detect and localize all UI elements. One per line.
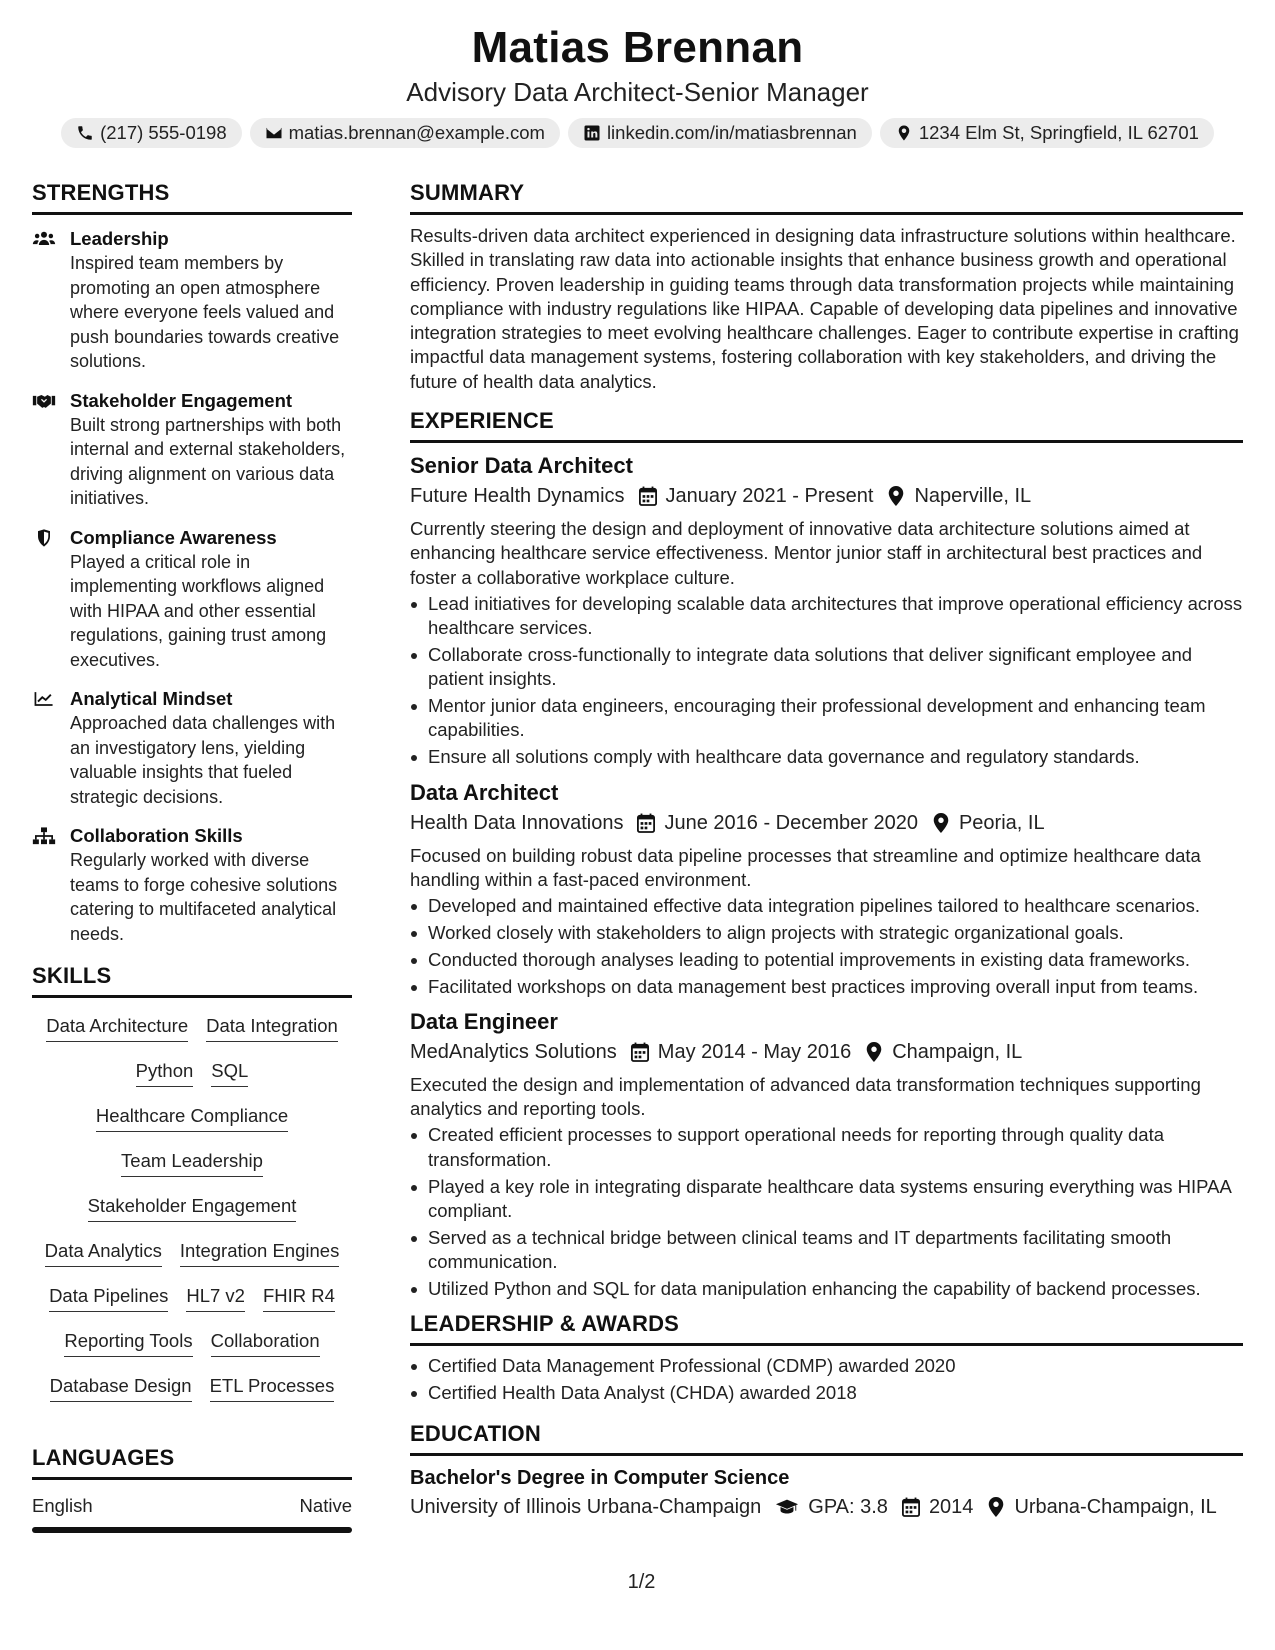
calendar-icon bbox=[631, 1042, 649, 1062]
job-bullets bbox=[410, 592, 1243, 770]
job-bullet: Mentor junior data engineers, encouraging their professional development and enhancing team capabilities. bbox=[410, 694, 1243, 743]
contact-email[interactable] bbox=[250, 118, 560, 148]
education-degree: Bachelor's Degree in Computer Science bbox=[410, 1467, 790, 1490]
strength-title: Stakeholder Engagement bbox=[70, 389, 293, 411]
shield-icon bbox=[32, 529, 56, 547]
map-pin-icon bbox=[932, 813, 950, 833]
job-meta bbox=[410, 482, 1243, 510]
strength-title: Analytical Mindset bbox=[70, 688, 233, 709]
job-description: Focused on building robust data pipeline processes that streamline and optimize healthcare data handling within a fast-paced environment. bbox=[410, 844, 1201, 890]
skills-row bbox=[32, 1192, 352, 1237]
education-location: Urbana-Champaign, IL bbox=[1014, 1496, 1217, 1519]
education-heading: EDUCATION bbox=[410, 1419, 1243, 1456]
candidate-title: Advisory Data Architect-Senior Manager bbox=[406, 77, 869, 107]
contact-email-text: matias.brennan@example.com bbox=[288, 122, 545, 143]
job-dates: May 2014 - May 2016 bbox=[657, 1040, 852, 1063]
summary-text: Results-driven data architect experienced in designing data infrastructure solutions within healthcare. Skilled in translating raw data into actionable insights that enhance business growth and operational efficiency. Proven leadership in guiding teams through data transformation projects while maintaining compliance with industry regulations like HIPAA. Capable of developing data pipelines and innovative integration strategies to meet evolving healthcare challenges. Eager to contribute expertise in crafting impactful data management systems, fostering collaboration with key stakeholders, and driving the future of health data analytics. bbox=[410, 225, 1239, 392]
skill-tag: HL7 v2 bbox=[186, 1282, 245, 1312]
job-description: Currently steering the design and deployment of innovative data architecture solutions aimed at enhancing healthcare service effectiveness. Mentor junior staff in architectural best practices and foster a collaborative workplace culture. bbox=[410, 518, 1203, 588]
job-meta bbox=[410, 809, 1243, 837]
map-pin-icon bbox=[987, 1497, 1005, 1517]
strength-desc: Approached data challenges with an investigatory lens, yielding valuable insights that fueled strategic decisions. bbox=[70, 713, 336, 807]
education-meta bbox=[410, 1493, 1243, 1521]
map-pin-icon bbox=[865, 1042, 883, 1062]
award-item: Certified Data Management Professional (CDMP) awarded 2020 bbox=[410, 1354, 1243, 1378]
skill-tag: Collaboration bbox=[211, 1327, 320, 1357]
skills-row bbox=[32, 1327, 352, 1372]
job-bullet: Conducted thorough analyses leading to potential improvements in existing data frameworks. bbox=[410, 948, 1243, 972]
job-title: Data Architect bbox=[410, 779, 559, 805]
job-company: Future Health Dynamics bbox=[410, 485, 625, 508]
job-location: Naperville, IL bbox=[914, 485, 1032, 508]
awards-heading: LEADERSHIP & AWARDS bbox=[410, 1309, 1243, 1346]
strength-item bbox=[32, 824, 352, 946]
job-company: MedAnalytics Solutions bbox=[410, 1040, 617, 1063]
contact-bar bbox=[0, 118, 1275, 148]
skill-tag: Healthcare Compliance bbox=[96, 1102, 288, 1132]
skill-tag: Reporting Tools bbox=[64, 1327, 192, 1357]
strength-title: Leadership bbox=[70, 228, 169, 249]
job-bullet: Played a key role in integrating disparate healthcare data systems ensuring everything was HIPAA compliant. bbox=[410, 1175, 1243, 1224]
job-bullet: Developed and maintained effective data integration pipelines tailored to healthcare scenarios. bbox=[410, 894, 1243, 918]
resume-header bbox=[0, 22, 1275, 148]
strength-title: Compliance Awareness bbox=[70, 526, 277, 548]
job-bullet: Lead initiatives for developing scalable data architectures that improve operational efficiency across healthcare services. bbox=[410, 592, 1243, 641]
map-pin-icon bbox=[887, 486, 905, 506]
skills-row bbox=[32, 1057, 352, 1102]
job-bullet: Ensure all solutions comply with healthcare data governance and regulatory standards. bbox=[410, 745, 1243, 769]
job-meta bbox=[410, 1038, 1243, 1066]
language-name: English bbox=[32, 1495, 93, 1516]
award-item: Certified Health Data Analyst (CHDA) awarded 2018 bbox=[410, 1381, 1243, 1405]
skill-tag: Python bbox=[136, 1057, 194, 1087]
skill-tag: Team Leadership bbox=[121, 1147, 263, 1177]
skill-tag: Stakeholder Engagement bbox=[88, 1192, 297, 1222]
strength-item bbox=[32, 526, 352, 673]
left-column bbox=[32, 178, 352, 1533]
job-location: Peoria, IL bbox=[958, 811, 1045, 834]
education-year: 2014 bbox=[928, 1496, 974, 1519]
skills-row bbox=[32, 1237, 352, 1282]
job-entry bbox=[410, 1007, 1243, 1301]
envelope-icon bbox=[265, 124, 283, 142]
job-title: Senior Data Architect bbox=[410, 453, 633, 479]
skills-row bbox=[32, 1147, 352, 1192]
strengths-heading: STRENGTHS bbox=[32, 178, 352, 215]
strength-desc: Regularly worked with diverse teams to forge cohesive solutions catering to multifaceted analytical needs. bbox=[70, 850, 338, 944]
skill-tag: Data Integration bbox=[206, 1012, 338, 1042]
skill-tag: Data Analytics bbox=[45, 1237, 162, 1267]
job-bullet: Served as a technical bridge between clinical teams and IT departments facilitating smooth communication. bbox=[410, 1226, 1243, 1275]
contact-address-text: 1234 Elm St, Springfield, IL 62701 bbox=[918, 122, 1199, 143]
strength-desc: Built strong partnerships with both internal and external stakeholders, driving alignment on various data initiatives. bbox=[70, 414, 346, 508]
right-column bbox=[410, 178, 1243, 1521]
linkedin-icon bbox=[583, 124, 601, 142]
skill-tag: FHIR R4 bbox=[263, 1282, 335, 1312]
job-entry bbox=[410, 778, 1243, 999]
users-icon bbox=[32, 230, 56, 248]
skill-tag: ETL Processes bbox=[210, 1372, 335, 1402]
job-title: Data Engineer bbox=[410, 1008, 558, 1034]
strength-title: Collaboration Skills bbox=[70, 825, 243, 846]
skills-row bbox=[32, 1012, 352, 1057]
job-bullet: Collaborate cross-functionally to integrate data solutions that deliver significant employee and patient insights. bbox=[410, 643, 1243, 692]
education-gpa: GPA: 3.8 bbox=[808, 1496, 888, 1519]
contact-phone[interactable] bbox=[61, 118, 242, 148]
skills-list bbox=[32, 1012, 352, 1417]
skill-tag: Integration Engines bbox=[180, 1237, 339, 1267]
strength-desc: Inspired team members by promoting an open atmosphere where everyone feels valued and push boundaries towards creative solutions. bbox=[70, 253, 340, 371]
job-bullet: Utilized Python and SQL for data manipulation enhancing the capability of backend processes. bbox=[410, 1277, 1243, 1301]
phone-icon bbox=[76, 124, 94, 142]
strengths-list bbox=[32, 227, 352, 946]
graduation-cap-icon bbox=[775, 1497, 799, 1517]
language-level-bar bbox=[32, 1527, 352, 1533]
strength-desc: Played a critical role in implementing workflows aligned with HIPAA and other essential regulations, gaining trust among executives. bbox=[70, 551, 327, 670]
calendar-icon bbox=[902, 1497, 920, 1517]
awards-list bbox=[410, 1354, 1243, 1405]
skill-tag: Data Architecture bbox=[46, 1012, 188, 1042]
job-dates: June 2016 - December 2020 bbox=[664, 811, 918, 834]
map-pin-icon bbox=[895, 124, 913, 142]
handshake-icon bbox=[32, 392, 56, 410]
languages-heading: LANGUAGES bbox=[32, 1443, 352, 1480]
summary-heading: SUMMARY bbox=[410, 178, 1243, 215]
sitemap-icon bbox=[32, 827, 56, 845]
experience-list bbox=[410, 451, 1243, 1301]
skill-tag: Database Design bbox=[50, 1372, 192, 1402]
job-bullets bbox=[410, 894, 1243, 999]
skills-row bbox=[32, 1102, 352, 1147]
job-description: Executed the design and implementation of advanced data transformation techniques supporting analytics and reporting tools. bbox=[410, 1073, 1201, 1120]
experience-heading: EXPERIENCE bbox=[410, 406, 1243, 443]
language-level: Native bbox=[299, 1495, 352, 1516]
contact-linkedin[interactable] bbox=[568, 118, 872, 148]
skill-tag: SQL bbox=[211, 1057, 248, 1087]
job-company: Health Data Innovations bbox=[410, 811, 624, 834]
strength-item bbox=[32, 687, 352, 809]
page-number: 1/2 bbox=[627, 1571, 656, 1593]
candidate-name: Matias Brennan bbox=[471, 23, 804, 72]
contact-address[interactable] bbox=[880, 118, 1214, 148]
contact-phone-text: (217) 555-0198 bbox=[100, 122, 227, 143]
language-item bbox=[32, 1494, 352, 1518]
skills-heading: SKILLS bbox=[32, 961, 352, 998]
strength-item bbox=[32, 389, 352, 511]
job-entry bbox=[410, 451, 1243, 769]
strength-item bbox=[32, 227, 352, 374]
education-school: University of Illinois Urbana-Champaign bbox=[410, 1496, 762, 1519]
calendar-icon bbox=[639, 486, 657, 506]
chart-line-icon bbox=[32, 690, 56, 708]
job-location: Champaign, IL bbox=[892, 1040, 1023, 1063]
job-bullet: Worked closely with stakeholders to align projects with strategic organizational goals. bbox=[410, 921, 1243, 945]
job-bullets bbox=[410, 1123, 1243, 1301]
contact-linkedin-text: linkedin.com/in/matiasbrennan bbox=[606, 122, 857, 143]
calendar-icon bbox=[637, 813, 655, 833]
skills-row bbox=[32, 1282, 352, 1327]
job-dates: January 2021 - Present bbox=[665, 485, 874, 508]
job-bullet: Created efficient processes to support operational needs for reporting through quality data transformation. bbox=[410, 1123, 1243, 1172]
skills-row bbox=[32, 1372, 352, 1417]
job-bullet: Facilitated workshops on data management best practices improving overall input from teams. bbox=[410, 975, 1243, 999]
skill-tag: Data Pipelines bbox=[49, 1282, 168, 1312]
